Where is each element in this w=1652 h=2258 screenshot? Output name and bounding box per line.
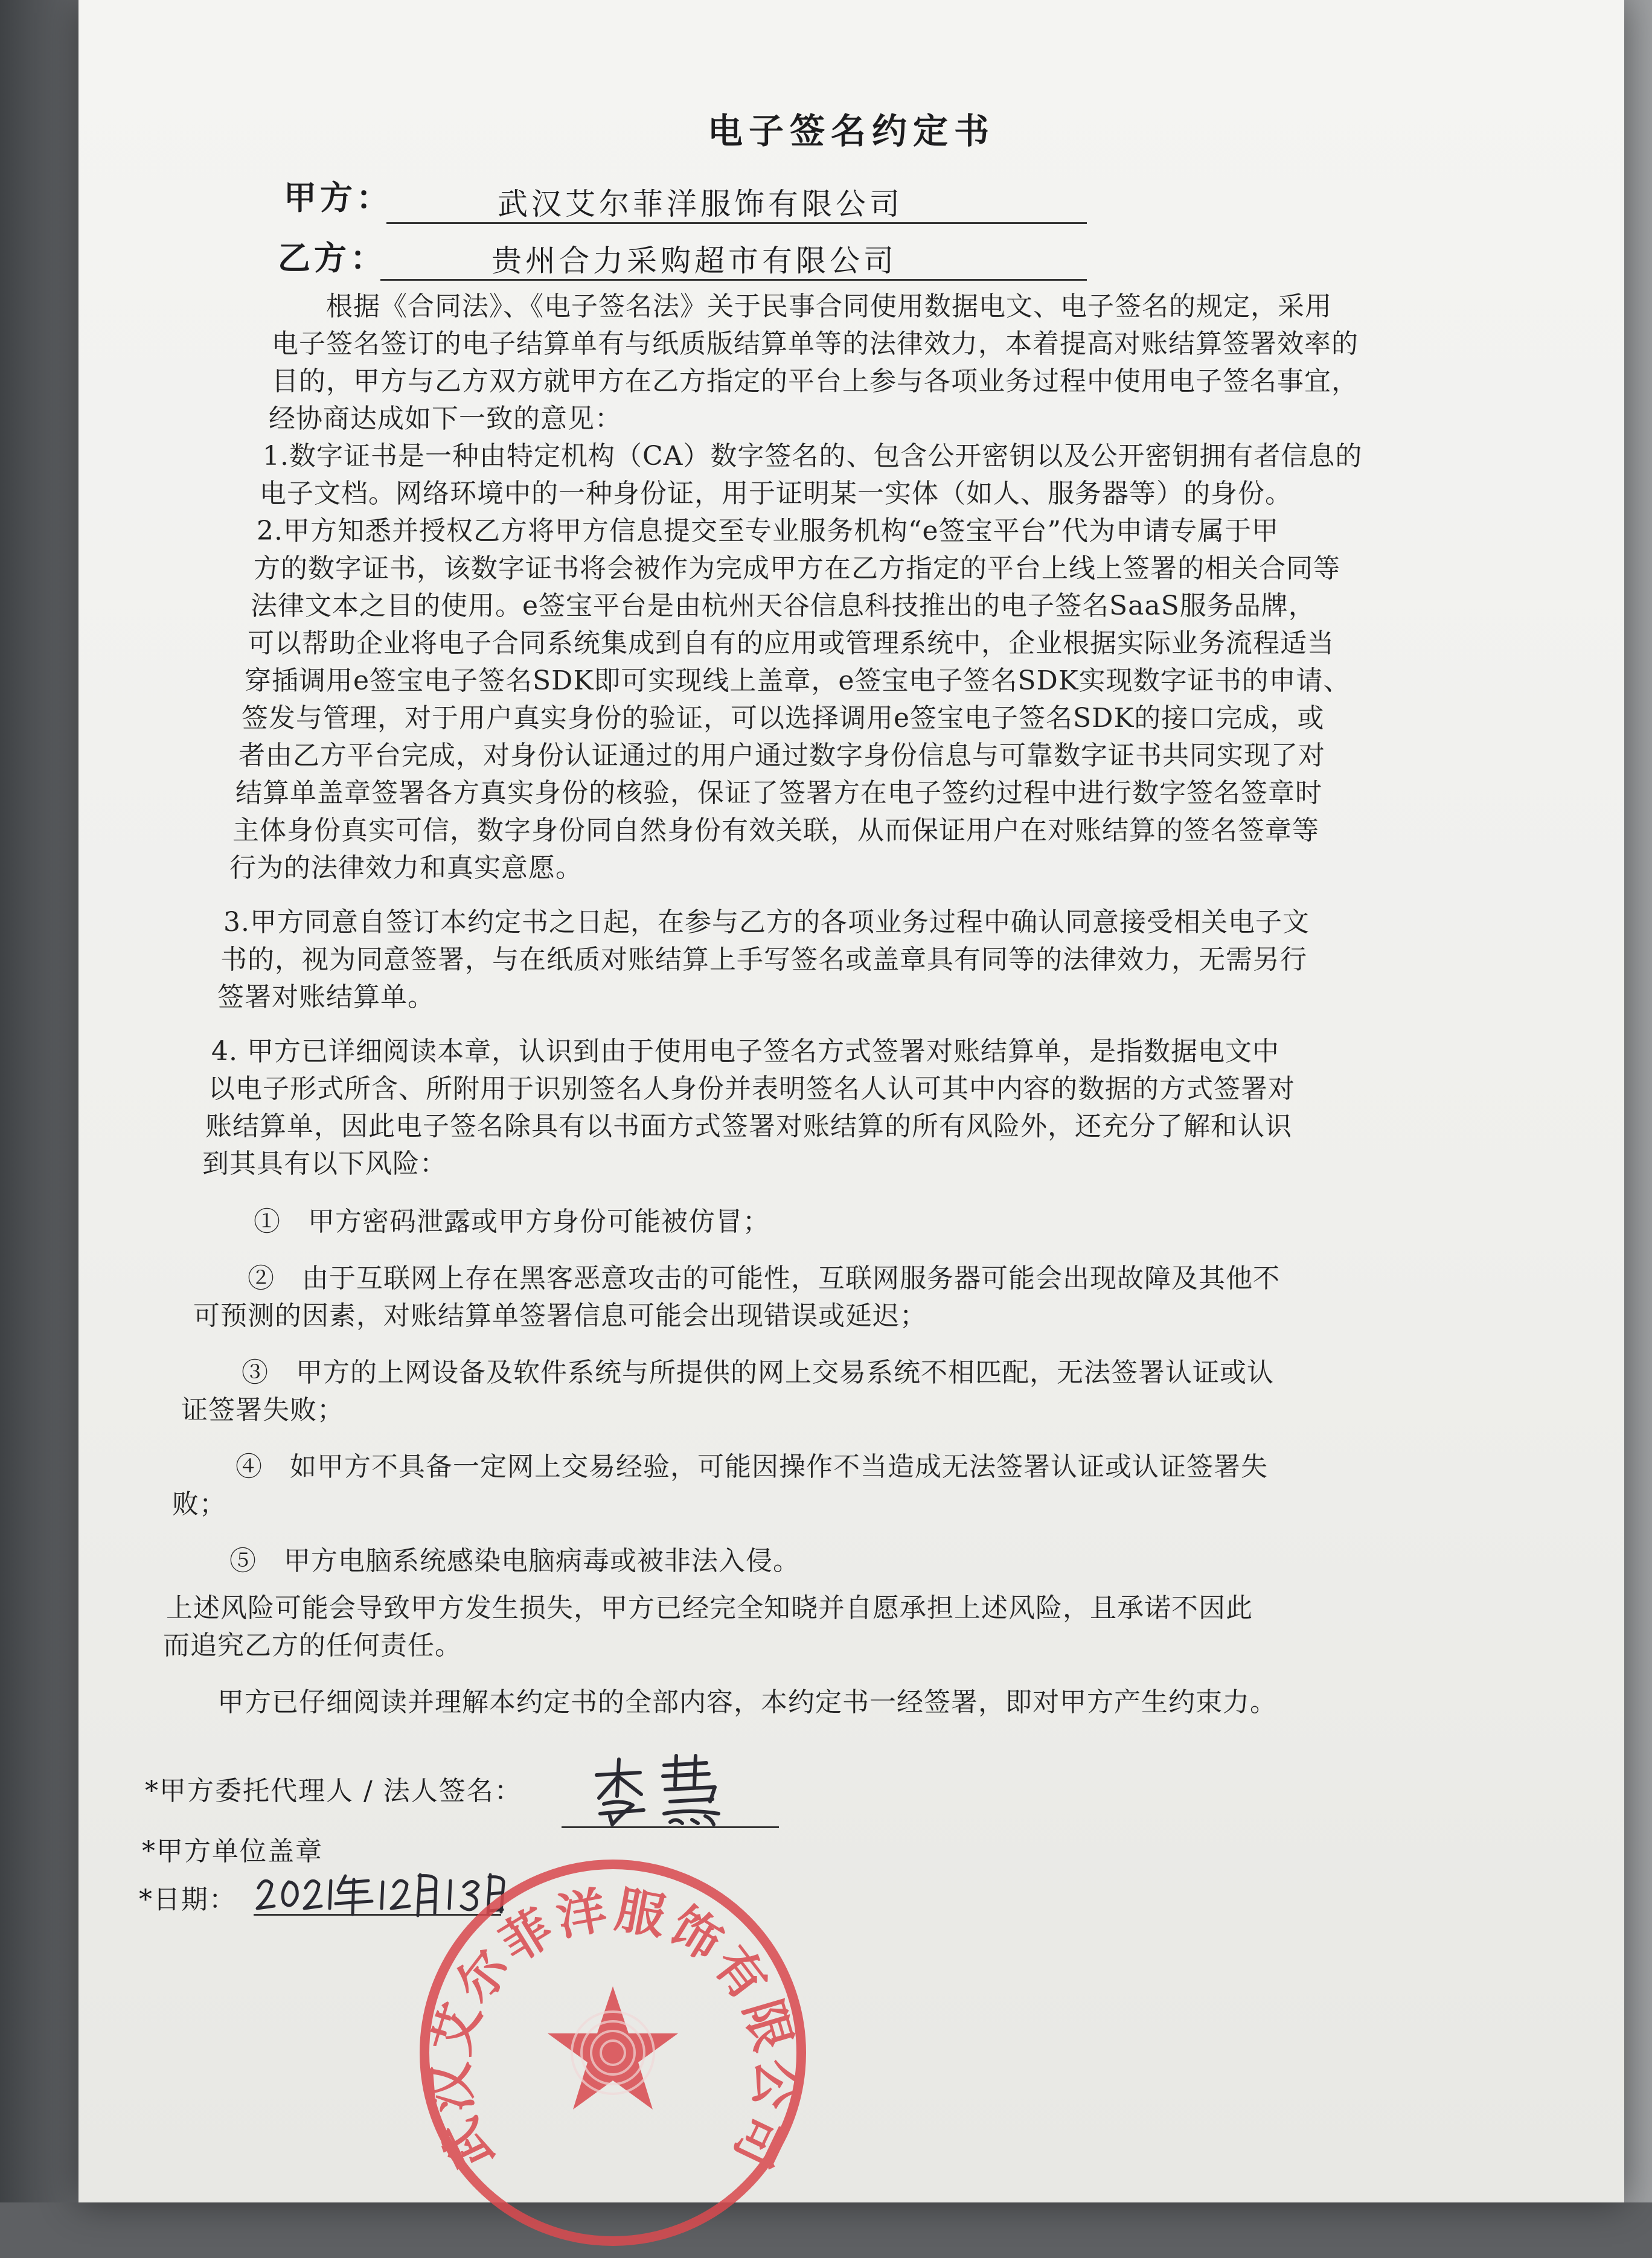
text-line: 可以帮助企业将电子合同系统集成到自有的应用或管理系统中，企业根据实际业务流程适当 (248, 628, 1334, 659)
text-line: 书的，视为同意签署，与在纸质对账结算上手写签名或盖章具有同等的法律效力，无需另行 (220, 944, 1307, 975)
text-line: 2.甲方知悉并授权乙方将甲方信息提交至专业服务机构“e签宝平台”代为申请专属于甲 (257, 516, 1279, 546)
text-line: 法律文本之目的使用。e签宝平台是由杭州天谷信息科技推出的电子签名SaaS服务品牌， (251, 590, 1316, 621)
party-b-name: 贵州合力采购超市有限公司 (491, 243, 897, 278)
seal-text: 武汉艾尔菲洋服饰有限公司 (420, 1880, 805, 2180)
text-line: 电子文档。网络环境中的一种身份证，用于证明某一实体（如人、服务器等）的身份。 (260, 478, 1292, 509)
handwritten-signature (586, 1751, 767, 1829)
text-line: 方的数字证书，该数字证书将会被作为完成甲方在乙方指定的平台上线上签署的相关合同等 (254, 553, 1340, 584)
text-line: 签发与管理，对于用户真实身份的验证，可以选择调用e签宝电子签名SDK的接口完成，或 (242, 703, 1325, 734)
text-line: 可预测的因素，对账结算单签署信息可能会出现错误或延迟； (193, 1300, 927, 1331)
text-line: 败； (172, 1489, 226, 1520)
risk-item-2: ② 由于互联网上存在黑客恶意攻击的可能性，互联网服务器可能会出现故障及其他不 (248, 1263, 1280, 1294)
text-line: 根据《合同法》、《电子签名法》关于民事合同使用数据电文、电子签名的规定，采用 (326, 291, 1332, 322)
agent-signature-label: *甲方委托代理人 / 法人签名： (145, 1776, 522, 1806)
text-line: 而追究乙方的任何责任。 (163, 1630, 462, 1661)
text-line: 电子签名签订的电子结算单有与纸质版结算单等的法律效力，本着提高对账结算签署效率的 (272, 328, 1359, 359)
text-line: 账结算单，因此电子签名除具有以书面方式签署对账结算的所有风险外，还充分了解和认识 (205, 1111, 1292, 1142)
text-line: 结算单盖章签署各方真实身份的核验，保证了签署方在电子签约过程中进行数字签名签章时 (235, 778, 1322, 808)
party-b-label: 乙方： (278, 238, 386, 277)
text-line: 者由乙方平台完成，对身份认证通过的用户通过数字身份信息与可靠数字证书共同实现了对 (239, 740, 1325, 771)
risk-item-1: ① 甲方密码泄露或甲方身份可能被仿冒； (254, 1206, 770, 1237)
risk-item-5: ⑤ 甲方电脑系统感染电脑病毒或被非法入侵。 (229, 1546, 800, 1576)
risk-item-3: ③ 甲方的上网设备及软件系统与所提供的网上交易系统不相匹配，无法签署认证或认 (242, 1357, 1274, 1388)
seal-label: *甲方单位盖章 (142, 1836, 323, 1867)
date-label: *日期： (139, 1884, 237, 1915)
text-line: 签署对账结算单。 (217, 982, 435, 1012)
party-a-name: 武汉艾尔菲洋服饰有限公司 (498, 187, 903, 222)
text-line: 以电子形式所含、所附用于识别签名人身份并表明签名人认可其中内容的数据的方式签署对 (208, 1073, 1295, 1104)
text-line: 甲方已仔细阅读并理解本约定书的全部内容，本约定书一经签署，即对甲方产生约束力。 (217, 1687, 1277, 1718)
text-line: 4. 甲方已详细阅读本章，认识到由于使用电子签名方式签署对账结算单，是指数据电文中 (211, 1036, 1279, 1067)
risk-item-4: ④ 如甲方不具备一定网上交易经验，可能因操作不当造成无法签署认证或认证签署失 (235, 1451, 1268, 1482)
text-line: 穿插调用e签宝电子签名SDK即可实现线上盖章，e签宝电子签名SDK实现数字证书的申请、 (245, 665, 1351, 696)
text-line: 上述风险可能会导致甲方发生损失，甲方已经完全知晓并自愿承担上述风险，且承诺不因此 (166, 1593, 1253, 1623)
text-line: 行为的法律效力和真实意愿。 (229, 852, 583, 883)
text-line: 证签署失败； (181, 1395, 344, 1425)
text-line: 经协商达成如下一致的意见： (269, 403, 622, 434)
text-line: 3.甲方同意自签订本约定书之日起，在参与乙方的各项业务过程中确认同意接受相关电子文 (223, 907, 1310, 938)
party-b-underline (380, 279, 1087, 281)
text-line: 1.数字证书是一种由特定机构（CA）数字签名的、包含公开密钥以及公开密钥拥有者信息的 (263, 441, 1363, 472)
text-line: 目的，甲方与乙方双方就甲方在乙方指定的平台上参与各项业务过程中使用电子签名事宜， (272, 366, 1359, 397)
party-a-label: 甲方： (284, 178, 392, 217)
document-page (78, 0, 1624, 2202)
document-title: 电子签名约定书 (707, 110, 995, 152)
text-line: 主体身份真实可信，数字身份同自然身份有效关联，从而保证用户在对账结算的签名签章等 (232, 815, 1319, 846)
party-a-underline (386, 222, 1087, 224)
company-seal (408, 1847, 818, 2258)
text-line: 到其具有以下风险： (202, 1148, 447, 1179)
